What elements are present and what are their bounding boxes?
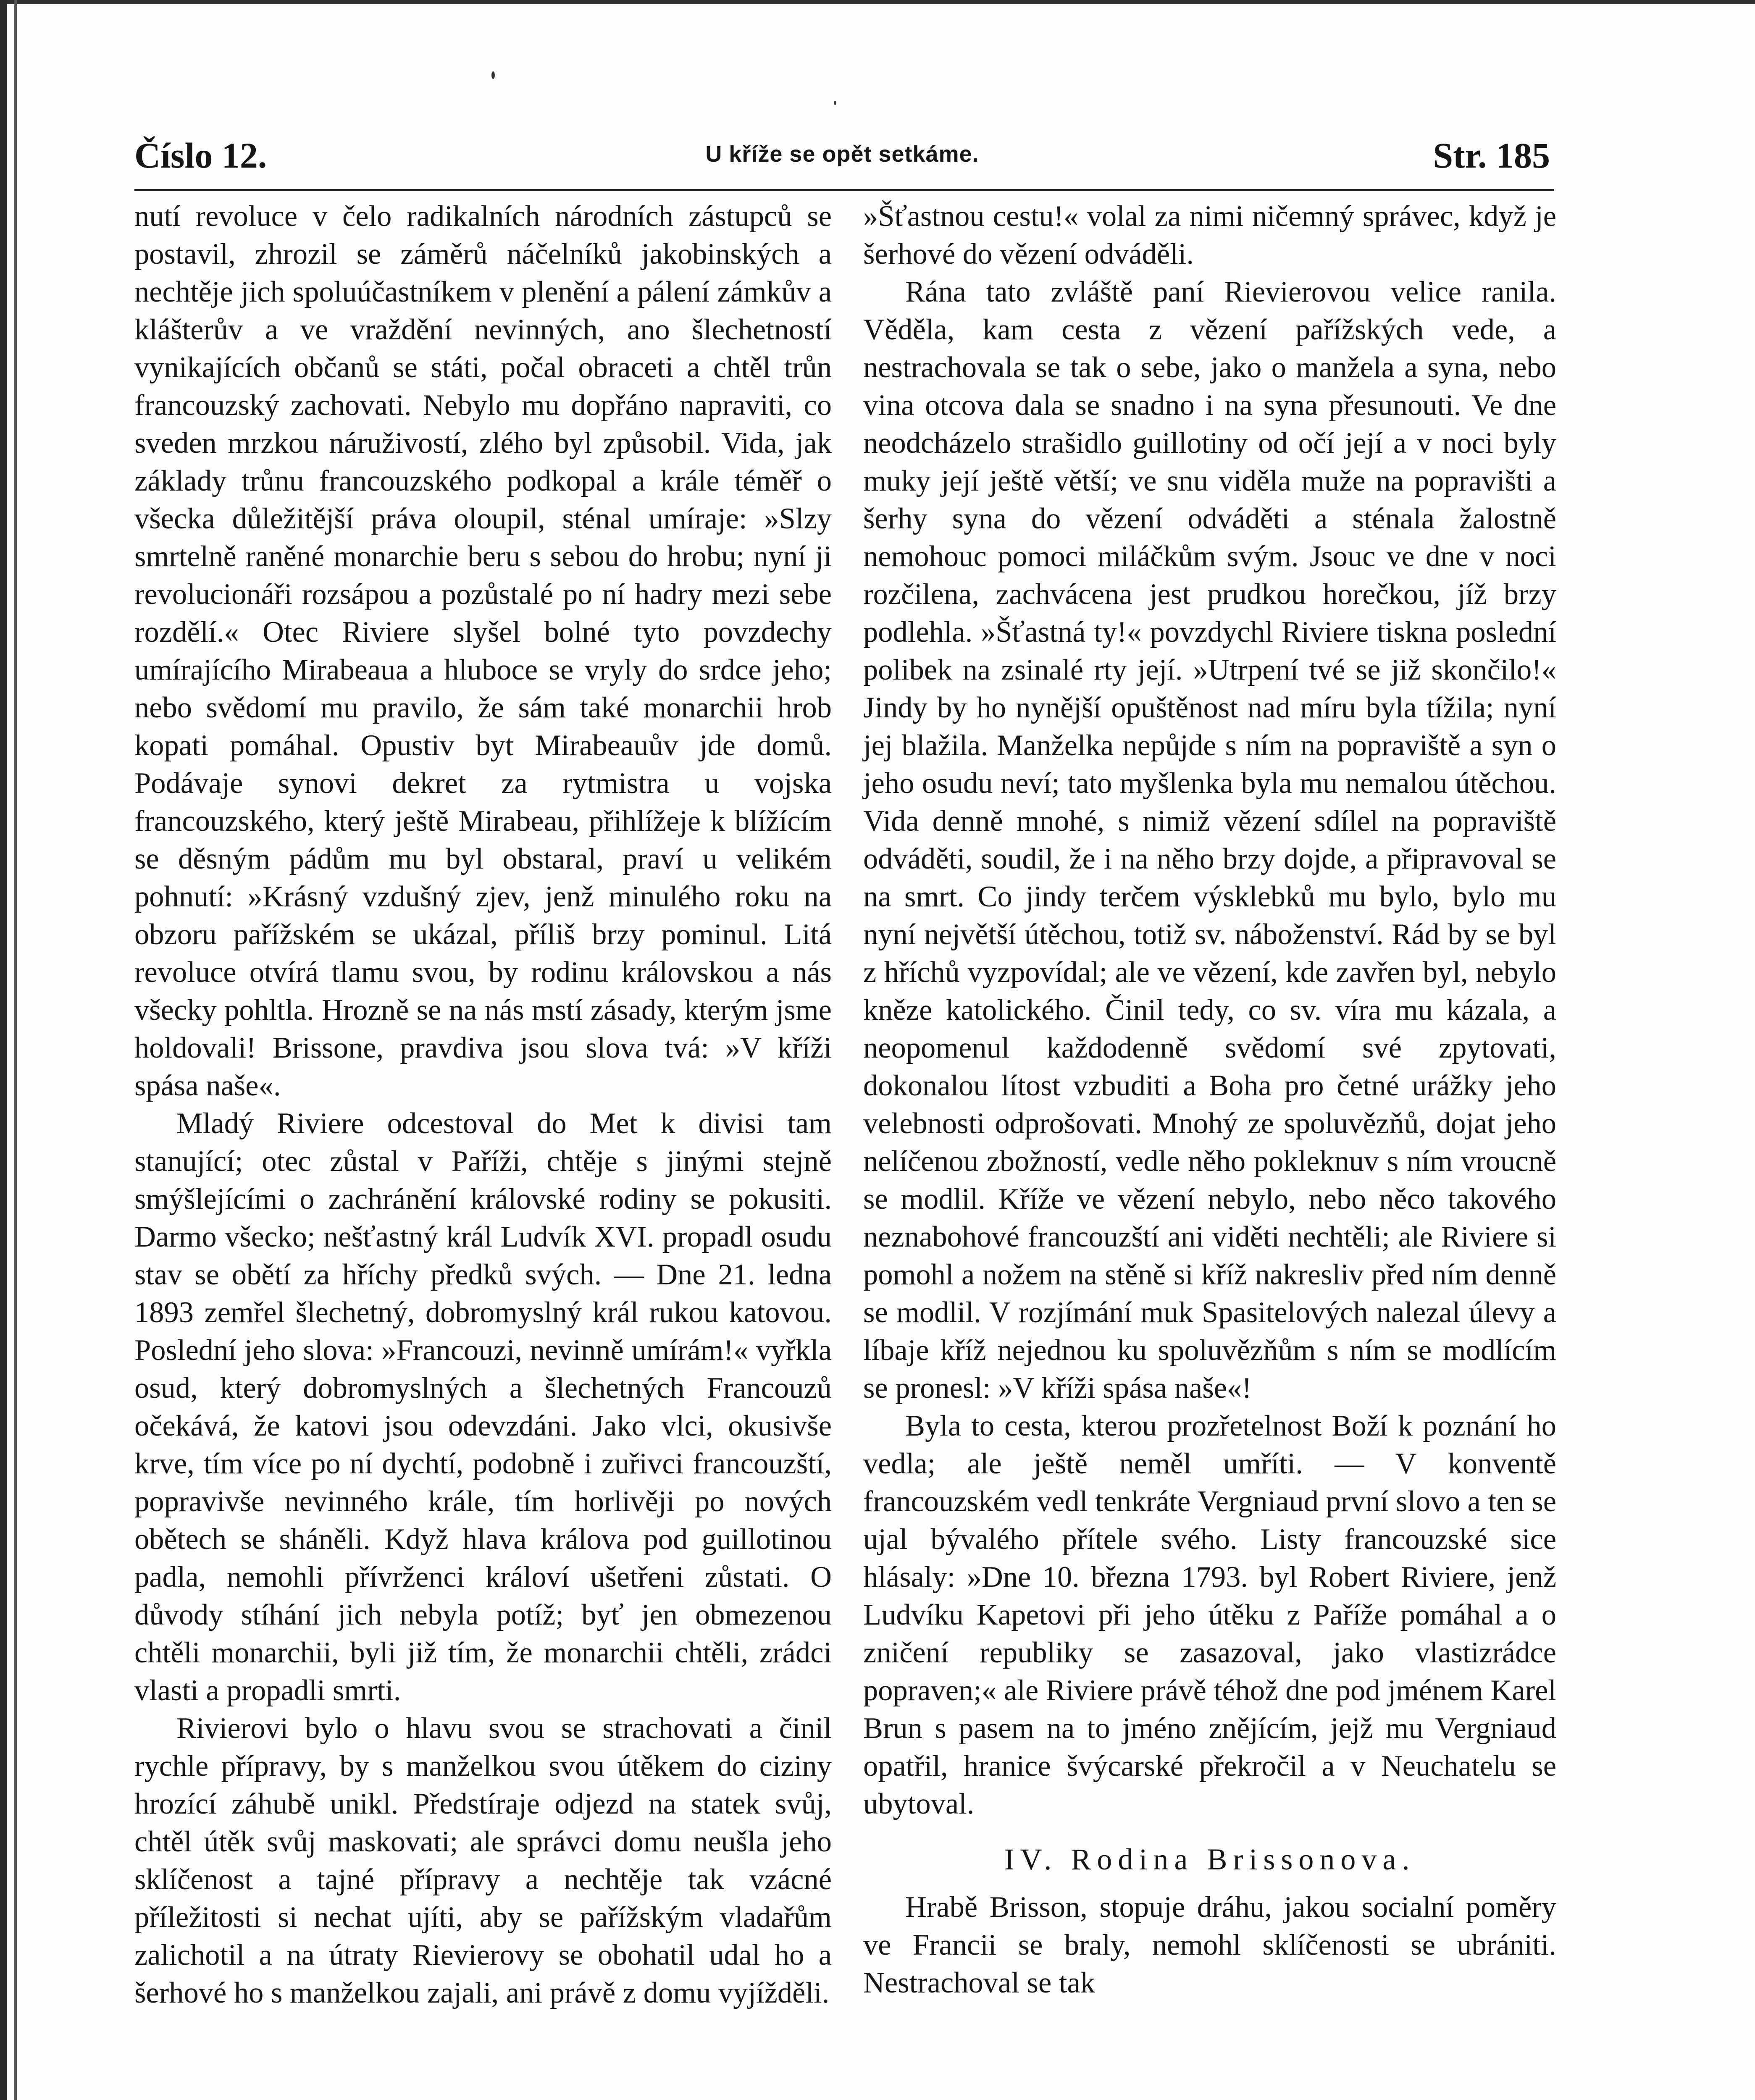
scan-speck xyxy=(491,71,495,79)
paragraph: nutí revoluce v čelo radikalních národních zástupců se postavil, zhrozil se záměrů náčelníků jakobinských a nechtěje jich spoluúčastníkem v plenění a pálení zámkův a klášterův a ve vraždění nevinných, ano šlechetností vynikajících občanů se státi, počal obraceti a chtěl trůn francouzský zachovati. Nebylo mu dopřáno napraviti, co sveden mrzkou náruživostí, zlého byl způsobil. Vida, jak základy trůnu francouzského podkopal a krále téměř o všecka důležitější práva oloupil, sténal umíraje: »Slzy smrtelně raněné monarchie beru s sebou do hrobu; nyní ji revolucionáři rozsápou a pozůstalé po ní hadry mezi sebe rozdělí.« Otec Riviere slyšel bolné tyto povzdechy umírajícího Mirabeaua a hluboce se vryly do srdce jeho; nebo svědomí mu pravilo, že sám také monarchii hrob kopati pomáhal. Opustiv byt Mirabeauův jde domů. Podávaje synovi dekret za rytmistra u vojska francouzského, který ještě Mirabeau, přihlížeje k blížícím se děsným pádům mu byl obstaral, praví u velikém pohnutí: »Krásný vzdušný zjev, jenž minulého roku na obzoru pařížském se ukázal, příliš brzy pominul. Litá revoluce otvírá tlamu svou, by rodinu královskou a nás všecky pohltla. Hrozně se na nás mstí zásady, kterým jsme holdovali! Brissone, pravdiva jsou slova tvá: »V kříži spása naše«. xyxy=(134,200,832,1102)
running-title: U kříže se opět setkáme. xyxy=(705,142,979,167)
scan-speck xyxy=(834,101,836,105)
paragraph: Rána tato zvláště paní Rievierovou velice ranila. Věděla, kam cesta z vězení pařížských vede, a nestrachovala se tak o sebe, jako o manžela a syna, nebo vina otcova dala se snadno i na syna přesunouti. Ve dne neodcházelo strašidlo guillotiny od očí její a v noci byly muky její ještě větší; ve snu viděla muže na popravišti a šerhy syna do vězení odváděti a sténala žalostně nemohouc pomoci miláčkům svým. Jsouc ve dne v noci rozčilena, zachvácena jest prudkou horečkou, jíž brzy podlehla. »Šťastná ty!« povzdychl Riviere tiskna poslední polibek na zsinalé rty její. »Utrpení tvé se již skončilo!« Jindy by ho nynější opuštěnost nad míru byla tížila; nyní jej blažila. Manželka nepůjde s ním na popraviště a syn o jeho osudu neví; tato myšlenka byla mu nemalou útěchou. Vida denně mnohé, s nimiž vězení sdílel na popraviště odváděti, soudil, že i na něho brzy dojde, a připravoval se na smrt. Co jindy terčem výsklebků mu bylo, bylo mu nyní největší útěchou, totiž sv. náboženství. Rád by se byl z hříchů vyzpovídal; ale ve vězení, kde zavřen byl, nebylo kněze katolického. Činil tedy, co sv. víra mu kázala, a neopomenul každodenně svědomí své zpytovati, dokonalou lítost vzbuditi a Boha pro četné urážky jeho velebnosti odprošovati. Mnohý ze spoluvězňů, dojat jeho nelíčenou zbožností, vedle něho pokleknuv s ním vroucně se modlil. Kříže ve vězení nebylo, nebo něco takového neznabohové francouzští ani viděti nechtěli; ale Riviere si pomohl a nožem na stěně si kříž nakresliv před ním denně se modlil. V rozjímání muk Spasitelových nalezal úlevy a líbaje kříž nejednou ku spoluvězňům s ním se modlícím se pronesl: »V kříži spása naše«! xyxy=(863,276,1556,1404)
left-column xyxy=(134,197,832,2012)
section-heading: IV. Rodina Brissonova. xyxy=(1004,1843,1416,1876)
paragraph: Hrabě Brisson, stopuje dráhu, jakou socialní poměry ve Francii se braly, nemohl sklíčenosti se ubrániti. Nestrachoval se tak xyxy=(863,1891,1556,1999)
paragraph: »Šťastnou cestu!« volal za nimi ničemný správec, když je šerhové do vězení odváděli. xyxy=(863,200,1556,270)
scan-left-edge xyxy=(0,0,7,2100)
right-column xyxy=(863,197,1556,2002)
page-number: Str. 185 xyxy=(1433,135,1550,176)
paragraph: Byla to cesta, kterou prozřetelnost Boží k poznání ho vedla; ale ještě neměl umříti. — V konventě francouzském vedl tenkráte Vergniaud první slovo a ten se ujal bývalého přítele svého. Listy francouzské sice hlásaly: »Dne 10. března 1793. byl Robert Riviere, jenž Ludvíku Kapetovi při jeho útěku z Paříže pomáhal a o zničení republiky se zasazoval, jako vlastizrádce popraven;« ale Riviere právě téhož dne pod jménem Karel Brun s pasem na to jméno znějícím, jejž mu Vergniaud opatřil, hranice švýcarské překročil a v Neuchatelu se ubytoval. xyxy=(863,1410,1556,1820)
paragraph: Mladý Riviere odcestoval do Met k divisi tam stanující; otec zůstal v Paříži, chtěje s jinými stejně smýšlejícími o zachránění královské rodiny se pokusiti. Darmo všecko; nešťastný král Ludvík XVI. propadl osudu stav se obětí za hříchy předků svých. — Dne 21. ledna 1893 zemřel šlechetný, dobromyslný král rukou katovou. Poslední jeho slova: »Francouzi, nevinně umírám!« vyřkla osud, který dobromyslných a šlechetných Francouzů očekává, že katovi jsou odevzdáni. Jako vlci, okusivše krve, tím více po ní dychtí, podobně i zuřivci francouzští, popravivše nevinného krále, tím horlivěji po nových obětech se sháněli. Když hlava králova pod guillotinou padla, nemohli přívrženci královí ušetřeni zůstati. O důvody stíhání jich nebyla potíž; byť jen obmezenou chtěli monarchii, byli již tím, že monarchii chtěli, zrádci vlasti a propadli smrti. xyxy=(134,1107,832,1707)
paragraph: Rivierovi bylo o hlavu svou se strachovati a činil rychle přípravy, by s manželkou svou útěkem do ciziny hrozící záhubě unikl. Předstíraje odjezd na statek svůj, chtěl útěk svůj maskovati; ale správci domu neušla jeho sklíčenost a tajné přípravy a nechtěje tak vzácné příležitosti si nechat ujíti, aby se pařížským vladařům zalichotil a na útraty Rievierovy se obohatil udal ho a šerhové ho s manželkou zajali, ani právě z domu vyjížděli. xyxy=(134,1712,832,2009)
scan-left-edge-line xyxy=(14,0,17,2100)
header-rule xyxy=(134,189,1554,191)
issue-number: Číslo 12. xyxy=(134,135,267,176)
running-header xyxy=(134,126,1550,185)
scan-top-edge xyxy=(0,0,1755,4)
